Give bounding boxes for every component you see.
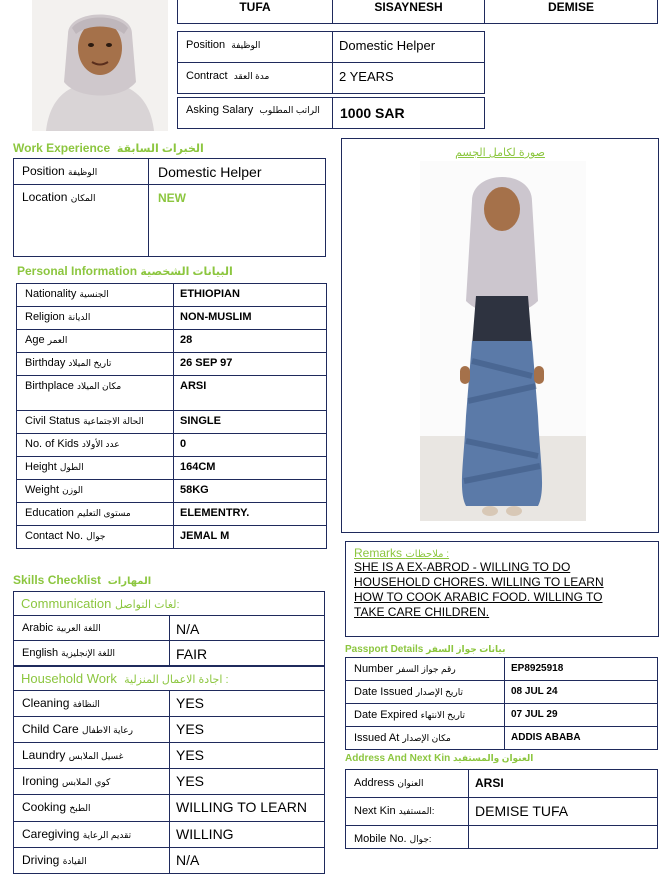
header-position-value: Domestic Helper [332, 31, 485, 63]
skills-title: Skills Checklist المهارات [13, 573, 152, 587]
full-body-photo [420, 161, 586, 521]
work-row-label: Caregiving تقديم الرعاية [13, 821, 170, 848]
passport-row-value: ADDIS ABABA [504, 726, 658, 750]
remarks-line-1: SHE IS A EX-ABROD - WILLING TO DO [354, 560, 571, 574]
remarks-line-3: HOW TO COOK ARABIC FOOD. WILLING TO [354, 590, 603, 604]
passport-row-value: 07 JUL 29 [504, 703, 658, 727]
header-contract-label: Contract مدة العقد [177, 62, 333, 94]
passport-row-label: Date Expired تاريخ الانتهاء [345, 703, 505, 727]
work-row-value: WILLING TO LEARN [169, 794, 325, 822]
work-location-label: Location المكان [13, 184, 149, 257]
work-row-value: YES [169, 742, 325, 769]
work-row-value: N/A [169, 847, 325, 874]
language-row-value: N/A [169, 615, 325, 641]
address-row-value: DEMISE TUFA [468, 797, 658, 826]
name-cell-2: SISAYNESH [332, 0, 485, 24]
headshot-photo [32, 0, 168, 131]
remarks-line-4: TAKE CARE CHILDREN. [354, 605, 490, 619]
personal-row-label: Religion الديانة [16, 306, 174, 330]
work-row-value: YES [169, 690, 325, 717]
full-body-photo-frame [341, 138, 659, 533]
work-row-label: Ironing كوي الملابس [13, 768, 170, 795]
communication-header: Communication لغات التواصل: [13, 591, 325, 616]
header-position-label: Position الوظيفة [177, 31, 333, 63]
work-row-value: YES [169, 768, 325, 795]
work-row-label: Driving القيادة [13, 847, 170, 874]
name-cell-1: TUFA [177, 0, 333, 24]
passport-title: Passport Details بيانات جواز السفر [345, 644, 506, 655]
work-location-value: NEW [148, 184, 326, 257]
address-row-label: Mobile No. جوال: [345, 825, 469, 849]
personal-row-label: Contact No. جوال [16, 525, 174, 549]
work-row-label: Laundry غسيل الملابس [13, 742, 170, 769]
personal-row-value: ARSI [173, 375, 327, 411]
passport-row-value: 08 JUL 24 [504, 680, 658, 704]
personal-row-value: 164CM [173, 456, 327, 480]
personal-row-label: Height الطول [16, 456, 174, 480]
remarks-box [345, 541, 659, 637]
remarks-line-2: HOUSEHOLD CHORES. WILLING TO LEARN [354, 575, 604, 589]
language-row-label: Arabic اللغة العربية [13, 615, 170, 641]
personal-row-value: NON-MUSLIM [173, 306, 327, 330]
personal-row-label: Birthplace مكان الميلاد [16, 375, 174, 411]
address-row-value: ARSI [468, 769, 658, 798]
address-row-label: Address العنوان [345, 769, 469, 798]
address-row-label: Next Kin المستفيد: [345, 797, 469, 826]
work-position-value: Domestic Helper [148, 158, 326, 185]
work-row-value: WILLING [169, 821, 325, 848]
work-row-label: Child Care رعاية الاطفال [13, 716, 170, 743]
passport-row-label: Number رقم جواز السفر [345, 657, 505, 681]
personal-row-label: No. of Kids عدد الأولاد [16, 433, 174, 457]
personal-row-label: Civil Status الحالة الاجتماعية [16, 410, 174, 434]
remarks-title: Remarks ملاحظات : [354, 546, 450, 560]
work-row-label: Cooking الطبخ [13, 794, 170, 822]
language-row-value: FAIR [169, 640, 325, 666]
passport-row-value: EP8925918 [504, 657, 658, 681]
passport-row-label: Date Issued تاريخ الإصدار [345, 680, 505, 704]
address-row-value [468, 825, 658, 849]
household-header: Household Work اجادة الاعمال المنزلية : [13, 666, 325, 691]
header-contract-value: 2 YEARS [332, 62, 485, 94]
passport-row-label: Issued At مكان الإصدار [345, 726, 505, 750]
language-row-label: English اللغة الإنجليزية [13, 640, 170, 666]
address-title: Address And Next Kin العنوان والمستفيد [345, 753, 534, 764]
personal-row-value: 28 [173, 329, 327, 353]
work-row-label: Cleaning النظافة [13, 690, 170, 717]
personal-row-label: Age العمر [16, 329, 174, 353]
personal-row-value: SINGLE [173, 410, 327, 434]
work-row-value: YES [169, 716, 325, 743]
work-experience-title: Work Experience الخبرات السابقة [13, 141, 204, 155]
full-body-photo-title: صورة لكامل الجسم [455, 147, 545, 159]
personal-row-value: ELEMENTRY. [173, 502, 327, 526]
personal-info-title: Personal Information البيانات الشخصية [17, 264, 233, 278]
header-salary-label: Asking Salary الراتب المطلوب [177, 97, 333, 129]
personal-row-label: Birthday تاريخ الميلاد [16, 352, 174, 376]
personal-row-value: 0 [173, 433, 327, 457]
personal-row-label: Nationality الجنسية [16, 283, 174, 307]
personal-row-label: Education مستوى التعليم [16, 502, 174, 526]
personal-row-value: 26 SEP 97 [173, 352, 327, 376]
personal-row-value: ETHIOPIAN [173, 283, 327, 307]
personal-row-value: JEMAL M [173, 525, 327, 549]
name-cell-3: DEMISE [484, 0, 658, 24]
personal-row-value: 58KG [173, 479, 327, 503]
personal-row-label: Weight الوزن [16, 479, 174, 503]
header-salary-value: 1000 SAR [332, 97, 485, 129]
work-position-label: Position الوظيفة [13, 158, 149, 185]
